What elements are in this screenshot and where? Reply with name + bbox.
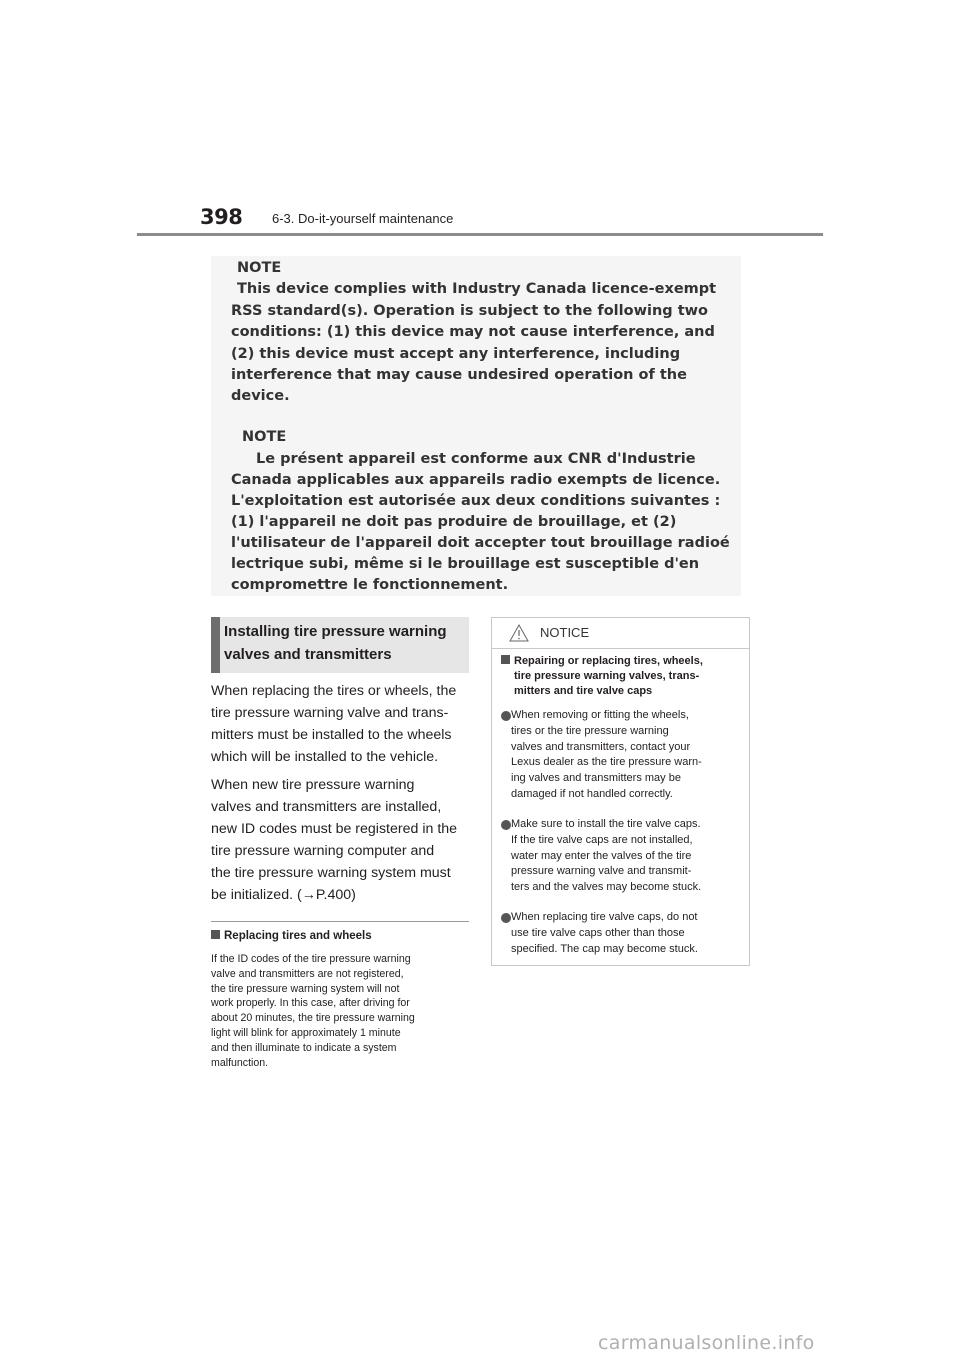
subsection-line: about 20 minutes, the tire pressure warning xyxy=(211,1012,415,1025)
paragraph-line: which will be installed to the vehicle. xyxy=(211,749,439,765)
bullet-line: When removing or fitting the wheels, xyxy=(511,709,689,721)
paragraph-line: the tire pressure warning system must xyxy=(211,865,451,881)
note-line: Le présent appareil est conforme aux CNR d'Industrie xyxy=(256,451,696,467)
bullet-line: When replacing tire valve caps, do not xyxy=(511,911,698,923)
bullet-line: use tire valve caps other than those xyxy=(511,926,685,939)
bullet-line: If the tire valve caps are not installed, xyxy=(511,833,693,846)
paragraph-line: new ID codes must be registered in the xyxy=(211,821,458,837)
bullet-line: Lexus dealer as the tire pressure warn- xyxy=(511,756,702,769)
bullet-line: Make sure to install the tire valve caps. xyxy=(511,818,701,830)
note-line: (2) this device must accept any interference, including xyxy=(231,346,681,362)
paragraph-line: valves and transmitters are installed, xyxy=(211,799,442,815)
paragraph-line: tire pressure warning valve and trans- xyxy=(211,705,449,721)
notice-subheading xyxy=(501,654,703,699)
bullet-line: tires or the tire pressure warning xyxy=(511,724,669,737)
compliance-note-image xyxy=(211,256,741,596)
note-line: RSS standard(s). Operation is subject to the following two xyxy=(231,303,708,319)
square-bullet-icon xyxy=(501,655,510,664)
subsection-title: Replacing tires and wheels xyxy=(224,930,372,942)
note-line: conditions: (1) this device may not cause interference, and xyxy=(231,324,715,340)
note-line: interference that may cause undesired operation of the xyxy=(231,367,687,383)
note-line: Canada applicables aux appareils radio exempts de licence. xyxy=(231,472,721,488)
paragraph-line: When replacing the tires or wheels, the xyxy=(211,683,457,699)
page-number: 398 xyxy=(200,205,243,229)
section-heading-line: valves and transmitters xyxy=(224,646,392,663)
subsection-body xyxy=(211,952,415,1070)
notice-sub-line: Repairing or replacing tires, wheels, xyxy=(514,655,703,667)
bullet-line: pressure warning valve and transmit- xyxy=(511,865,692,878)
section-heading xyxy=(211,617,469,673)
bullet-line: damaged if not handled correctly. xyxy=(511,787,673,800)
note-title-en: NOTE xyxy=(237,260,282,276)
header-divider xyxy=(137,233,823,236)
note-line: compromettre le fonctionnement. xyxy=(231,577,509,593)
note-line: This device complies with Industry Canada licence-exempt xyxy=(237,281,717,297)
note-line: (1) l'appareil ne doit pas produire de brouillage, et (2) xyxy=(231,514,677,530)
bullet-line: specified. The cap may become stuck. xyxy=(511,942,698,955)
notice-header xyxy=(492,618,749,649)
note-line: l'utilisateur de l'appareil doit accepter tout brouillage radioé xyxy=(231,535,730,551)
bullet-dot-icon xyxy=(501,820,511,830)
note-title-fr: NOTE xyxy=(242,429,287,445)
bullet-line: ing valves and transmitters may be xyxy=(511,772,681,785)
bullet-dot-icon xyxy=(501,711,511,721)
bullet-line: ters and the valves may become stuck. xyxy=(511,881,702,894)
note-line: device. xyxy=(231,388,290,404)
paragraph-1 xyxy=(211,680,471,768)
paragraph-line: tire pressure warning computer and xyxy=(211,843,435,859)
note-line: lectrique subi, même si le brouillage est susceptible d'en xyxy=(231,556,700,572)
notice-sub-line: tire pressure warning valves, trans- xyxy=(514,670,700,682)
section-heading-line: Installing tire pressure warning xyxy=(224,623,447,640)
notice-box xyxy=(491,617,750,966)
note-line: L'exploitation est autorisée aux deux conditions suivantes : xyxy=(231,493,721,509)
subsection-line: and then illuminate to indicate a system xyxy=(211,1041,397,1054)
section-title: 6-3. Do-it-yourself maintenance xyxy=(272,211,454,226)
notice-sub-line: mitters and tire valve caps xyxy=(514,685,653,697)
warning-triangle-icon xyxy=(509,624,529,642)
bullet-line: valves and transmitters, contact your xyxy=(511,740,691,753)
paragraph-line: When new tire pressure warning xyxy=(211,777,415,793)
square-bullet-icon xyxy=(211,930,220,939)
subsection-line: malfunction. xyxy=(211,1056,269,1069)
subsection-divider xyxy=(211,921,469,922)
notice-title: NOTICE xyxy=(540,625,590,640)
subsection-line: If the ID codes of the tire pressure warning xyxy=(211,953,411,965)
bullet-dot-icon xyxy=(501,913,511,923)
paragraph-line: mitters must be installed to the wheels xyxy=(211,727,452,743)
site-watermark[interactable]: carmanualsonline.info xyxy=(598,1332,815,1354)
subsection-heading xyxy=(211,930,372,942)
subsection-line: light will blink for approximately 1 minute xyxy=(211,1026,401,1039)
page-reference-link[interactable]: be initialized. (→P.400) xyxy=(211,887,356,903)
paragraph-2 xyxy=(211,774,471,906)
subsection-line: work properly. In this case, after driving for xyxy=(211,997,410,1010)
subsection-line: the tire pressure warning system will not xyxy=(211,982,400,995)
bullet-line: water may enter the valves of the tire xyxy=(511,849,692,862)
subsection-line: valve and transmitters are not registered, xyxy=(211,967,404,980)
